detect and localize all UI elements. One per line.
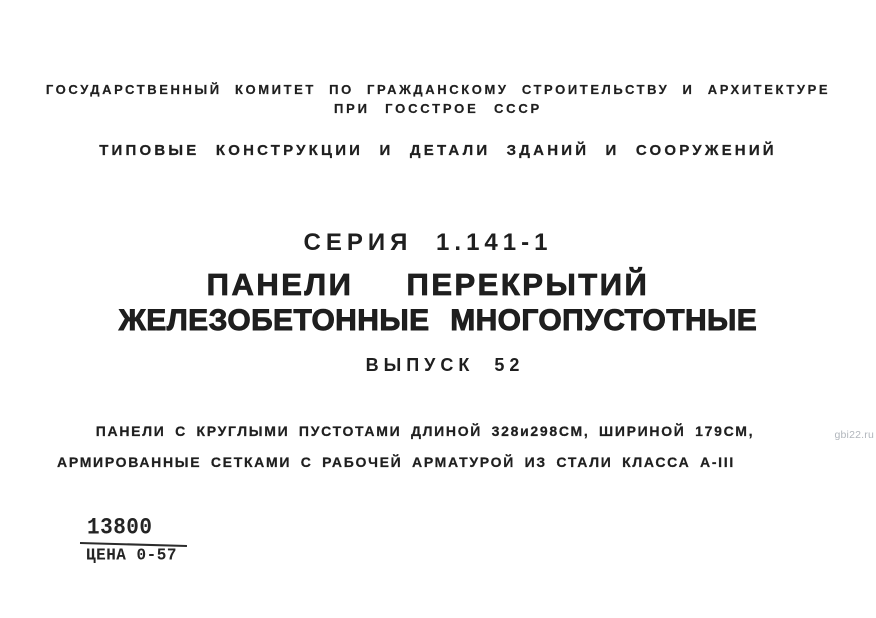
- price-stamp: [80, 515, 187, 565]
- site-watermark: gbi22.ru: [834, 429, 874, 441]
- main-title-line1: ПАНЕЛИ ПЕРЕКРЫТИЙ: [206, 267, 650, 302]
- main-title-line2: ЖЕЛЕЗОБЕТОННЫЕ МНОГОПУСТОТНЫЕ: [118, 304, 758, 337]
- committee-header-line1: ГОСУДАРСТВЕННЫЙ КОМИТЕТ ПО ГРАЖДАНСКОМУ СТРОИТЕЛЬСТВУ И АРХИТЕКТУРЕ: [45, 82, 831, 97]
- series-number: СЕРИЯ 1.141-1: [303, 229, 553, 256]
- committee-header-line2: ПРИ ГОССТРОЕ СССР: [333, 101, 542, 116]
- stamp-price-label: ЦЕНА 0-57: [86, 545, 177, 565]
- stamp-inventory-number: 13800: [87, 515, 153, 542]
- typical-constructions-subtitle: ТИПОВЫЕ КОНСТРУКЦИИ И ДЕТАЛИ ЗДАНИЙ И СООРУЖЕНИЙ: [99, 142, 777, 159]
- issue-number: ВЫПУСК 52: [365, 355, 525, 375]
- description-line2: АРМИРОВАННЫЕ СЕТКАМИ С РАБОЧЕЙ АРМАТУРОЙ ИЗ СТАЛИ КЛАССА А-III: [57, 454, 735, 470]
- description-line1: ПАНЕЛИ С КРУГЛЫМИ ПУСТОТАМИ ДЛИНОЙ 328и298СМ, ШИРИНОЙ 179СМ,: [95, 423, 755, 439]
